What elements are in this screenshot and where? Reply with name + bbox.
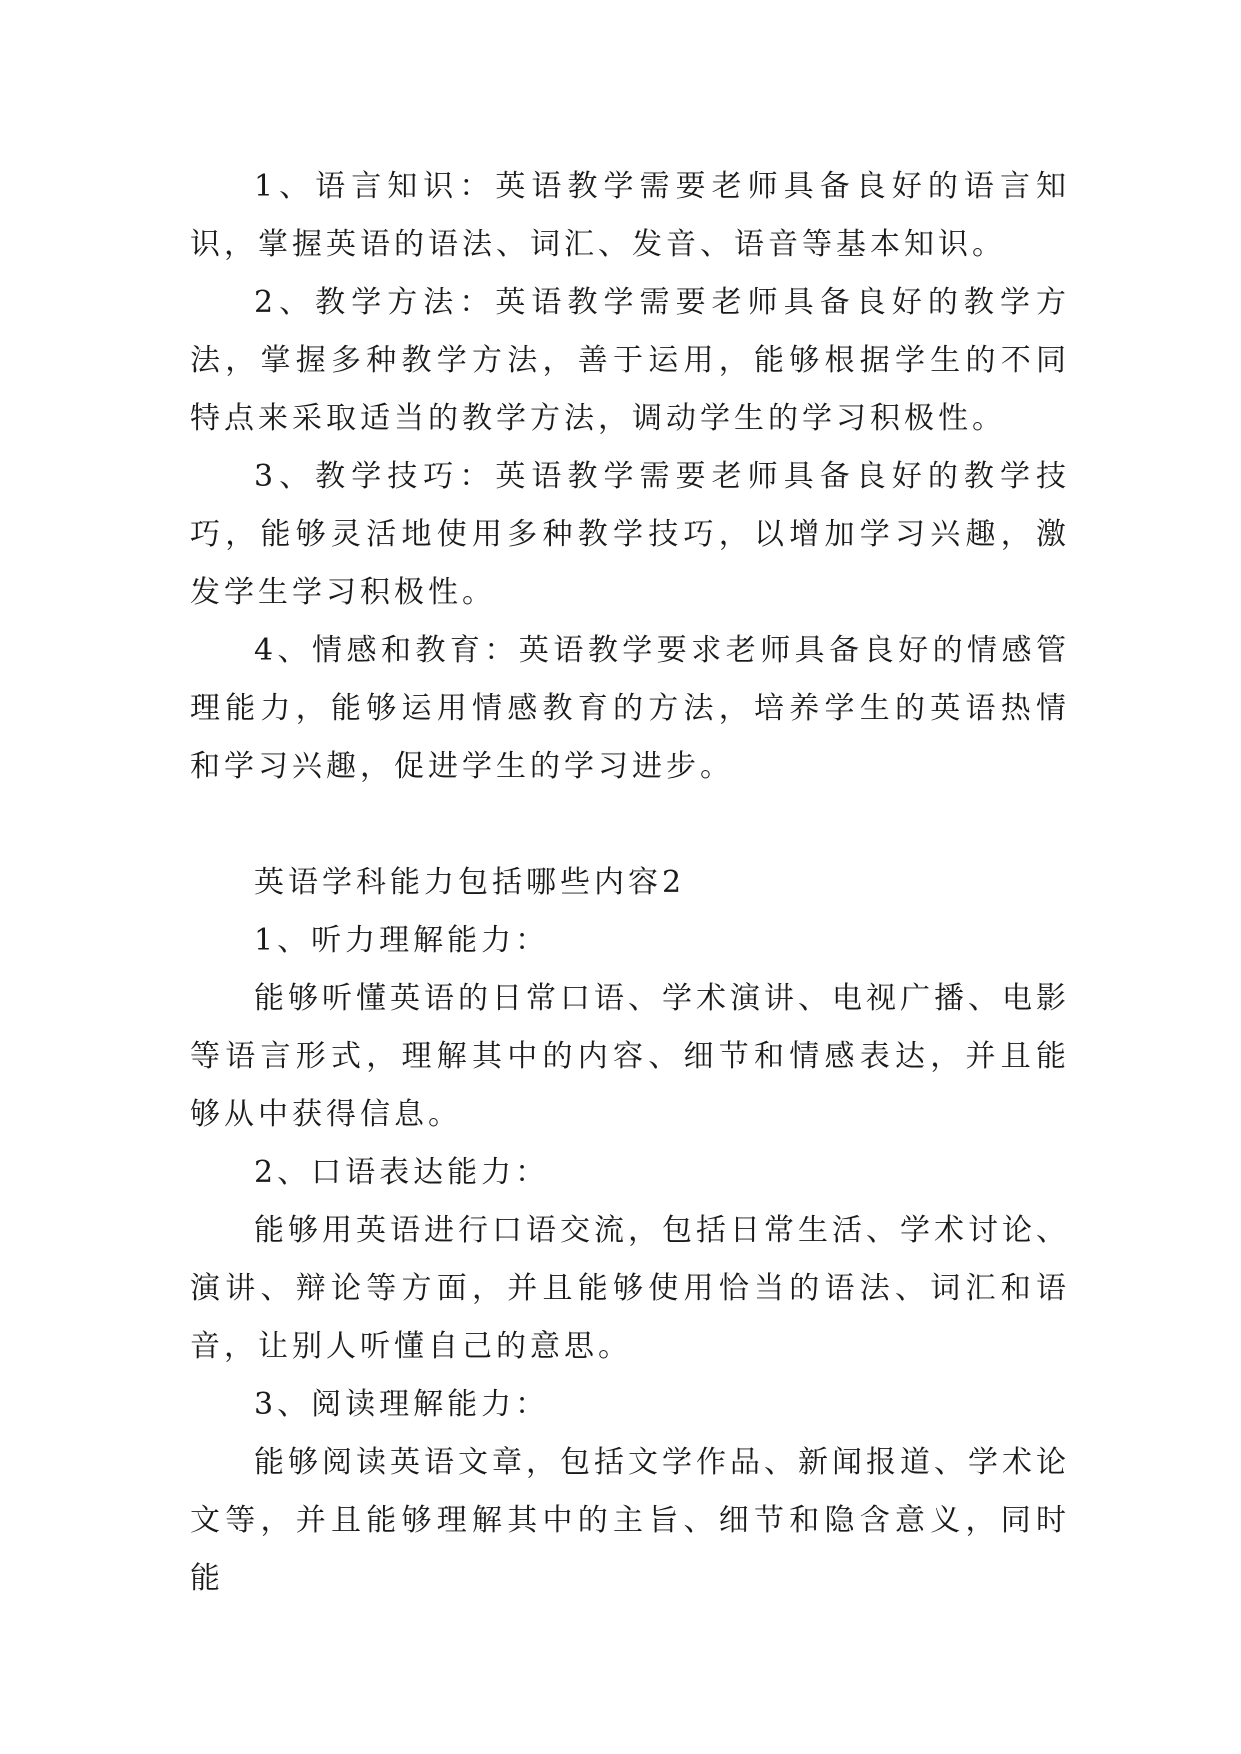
paragraph-emotion-education: 4、情感和教育：英语教学要求老师具备良好的情感管理能力，能够运用情感教育的方法，培养学生的英语热情和学习兴趣，促进学生的学习进步。 xyxy=(190,633,1070,784)
item-speaking-title: 2、口语表达能力： xyxy=(254,1155,550,1190)
paragraph-teaching-skills: 3、教学技巧：英语教学需要老师具备良好的教学技巧，能够灵活地使用多种教学技巧，以增加学习兴趣，激发学生学习积极性。 xyxy=(190,459,1070,610)
item-listening-title: 1、听力理解能力： xyxy=(254,923,550,958)
paragraph-teaching-methods: 2、教学方法：英语教学需要老师具备良好的教学方法，掌握多种教学方法，善于运用，能够根据学生的不同特点来采取适当的教学方法，调动学生的学习积极性。 xyxy=(190,285,1070,436)
item-speaking-body: 能够用英语进行口语交流，包括日常生活、学术讨论、演讲、辩论等方面，并且能够使用恰当的语法、词汇和语音，让别人听懂自己的意思。 xyxy=(190,1213,1070,1364)
document-body xyxy=(190,158,1070,1608)
item-reading-title: 3、阅读理解能力： xyxy=(254,1387,550,1422)
item-reading-body: 能够阅读英语文章，包括文学作品、新闻报道、学术论文等，并且能够理解其中的主旨、细节和隐含意义，同时能 xyxy=(190,1445,1070,1596)
item-listening-body: 能够听懂英语的日常口语、学术演讲、电视广播、电影等语言形式，理解其中的内容、细节和情感表达，并且能够从中获得信息。 xyxy=(190,981,1070,1132)
paragraph-language-knowledge: 1、语言知识：英语教学需要老师具备良好的语言知识，掌握英语的语法、词汇、发音、语音等基本知识。 xyxy=(190,169,1070,262)
section-heading: 英语学科能力包括哪些内容2 xyxy=(254,865,686,900)
